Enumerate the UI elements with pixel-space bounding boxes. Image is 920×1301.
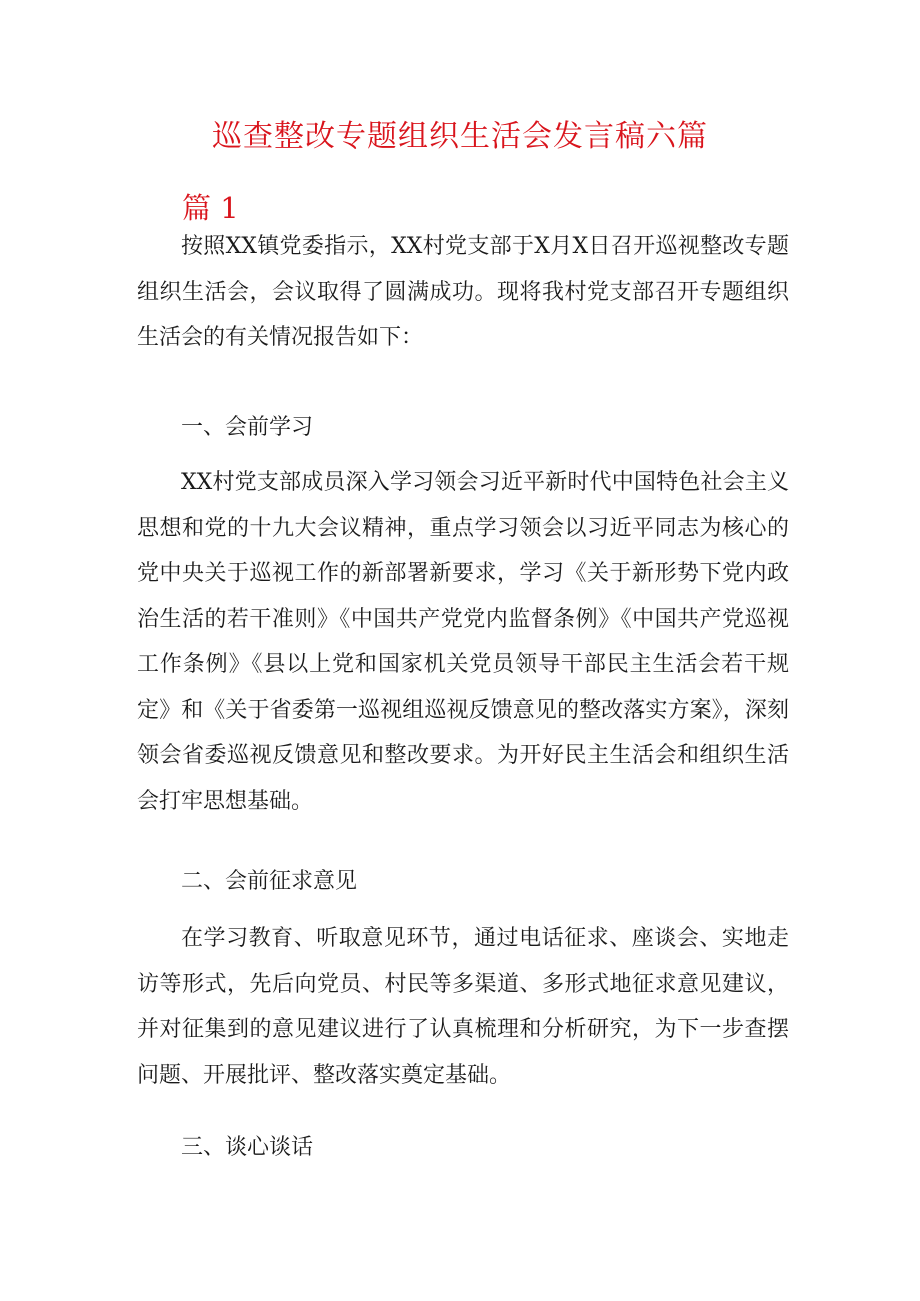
intro-paragraph: 按照XX镇党委指示，XX村党支部于X月X日召开巡视整改专题组织生活会，会议取得了圆满成功。现将我村党支部召开专题组织生活会的有关情况报告如下： [137,234,789,350]
section-body-study: XX村党支部成员深入学习领会习近平新时代中国特色社会主义思想和党的十九大会议精神，重点学习领会以习近平同志为核心的党中央关于巡视工作的新部署新要求，学习《关于新形势下党内政治生活的若干准则》《中国共产党党内监督条例》《中国共产党巡视工作条例》《县以上党和国家机关党员领导干部民主生活会若干规定》和《关于省委第一巡视组巡视反馈意见的整改落实方案》，深刻领会省委巡视反馈意见和整改要求。为开好民主生活会和组织生活会打牢思想基础。 [137,470,789,814]
document-title: 巡查整改专题组织生活会发言稿六篇 [212,119,708,154]
section-heading-study: 一、会前学习 [181,415,314,440]
section-body-opinions: 在学习教育、听取意见环节，通过电话征求、座谈会、实地走访等形式，先后向党员、村民等多渠道、多形式地征求意见建议，并对征集到的意见建议进行了认真梳理和分析研究，为下一步查摆问题、开展批评、整改落实奠定基础。 [137,926,789,1088]
section-heading-opinions: 二、会前征求意见 [181,869,358,894]
section-heading-talks: 三、谈心谈话 [181,1135,314,1160]
chapter-heading: 篇 1 [182,191,239,225]
